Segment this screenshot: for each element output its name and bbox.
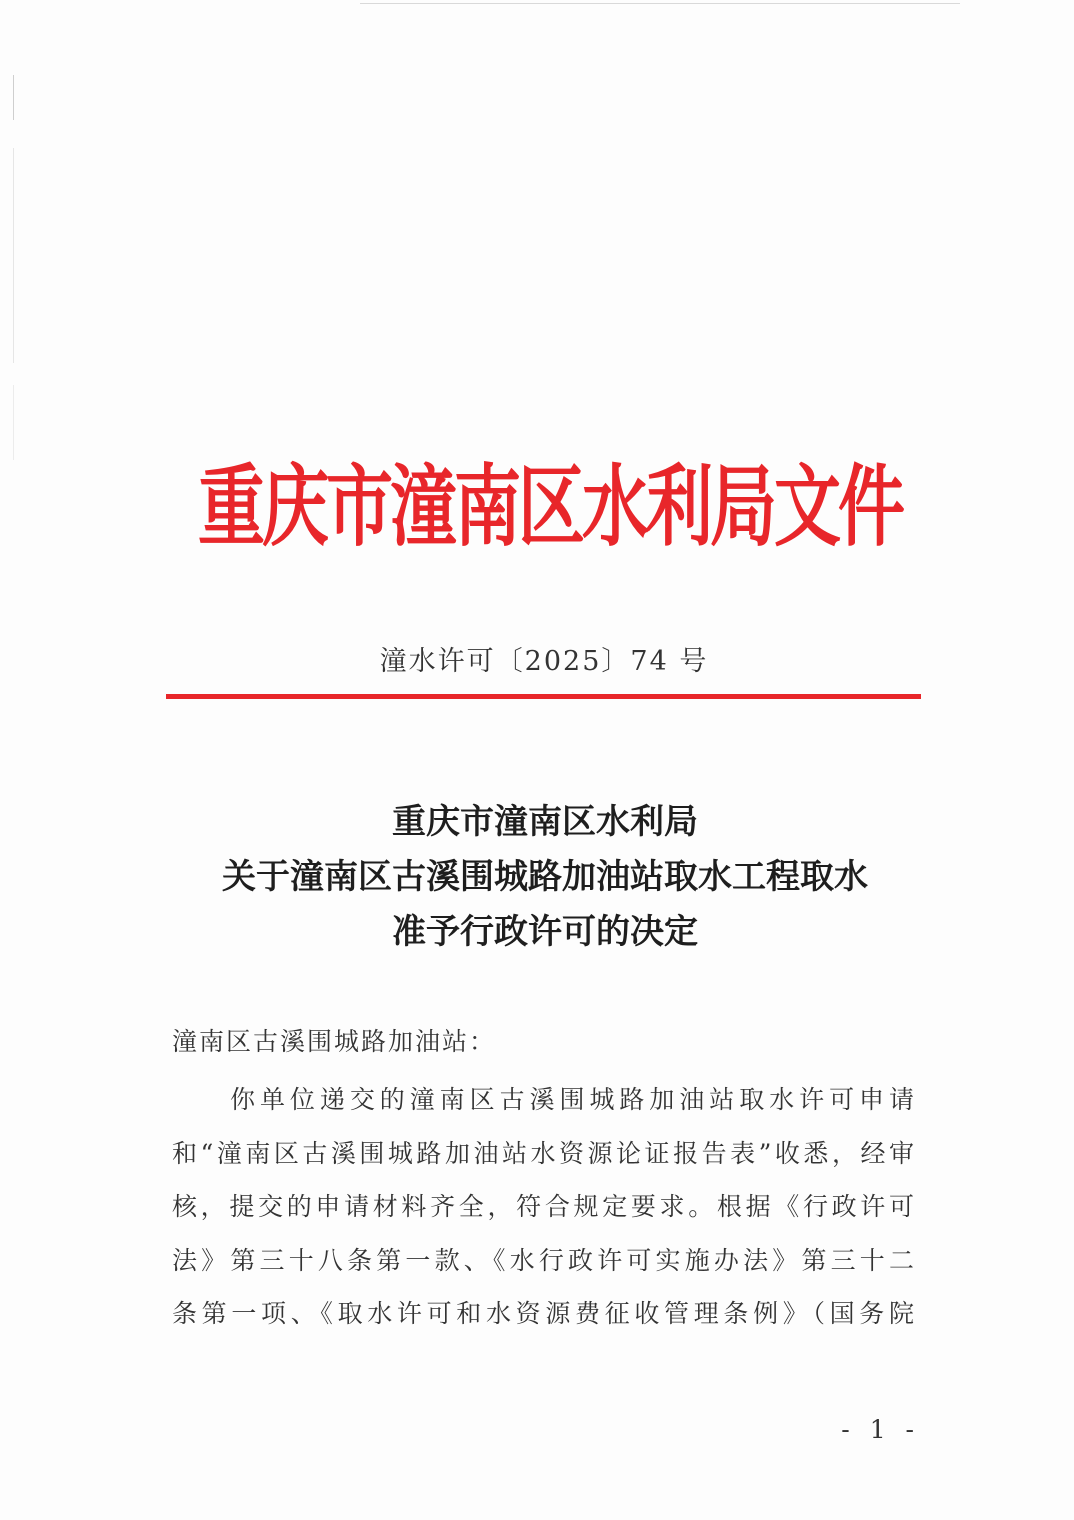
title-line: 重庆市潼南区水利局 <box>392 802 698 842</box>
scan-edge-left <box>13 75 14 120</box>
body-text <box>172 1073 914 1341</box>
body-line: 条第一项、《取水许可和水资源费征收管理条例》（国务院 <box>172 1299 914 1328</box>
page-number: - 1 - <box>841 1415 920 1444</box>
body-line: 和“潼南区古溪围城路加油站水资源论证报告表”收悉，经审 <box>172 1138 914 1168</box>
document-masthead: 重庆市潼南区水利局文件 <box>198 454 902 559</box>
title-line: 准予行政许可的决定 <box>392 912 698 952</box>
body-line: 核，提交的申请材料齐全，符合规定要求。根据《行政许可 <box>172 1192 914 1221</box>
red-divider-line <box>166 694 921 699</box>
body-line: 你单位递交的潼南区古溪围城路加油站取水许可申请 <box>230 1085 914 1114</box>
body-line: 法》第三十八条第一款、《水行政许可实施办法》第三十二 <box>172 1245 914 1275</box>
salutation: 潼南区古溪围城路加油站： <box>172 1027 497 1056</box>
scan-edge-left <box>13 148 14 363</box>
scan-edge-left <box>13 385 14 460</box>
title-line: 关于潼南区古溪围城路加油站取水工程取水 <box>222 857 868 897</box>
scan-edge-top <box>360 3 960 4</box>
document-number: 潼水许可〔2025〕74 号 <box>379 646 709 677</box>
document-title <box>150 795 940 960</box>
